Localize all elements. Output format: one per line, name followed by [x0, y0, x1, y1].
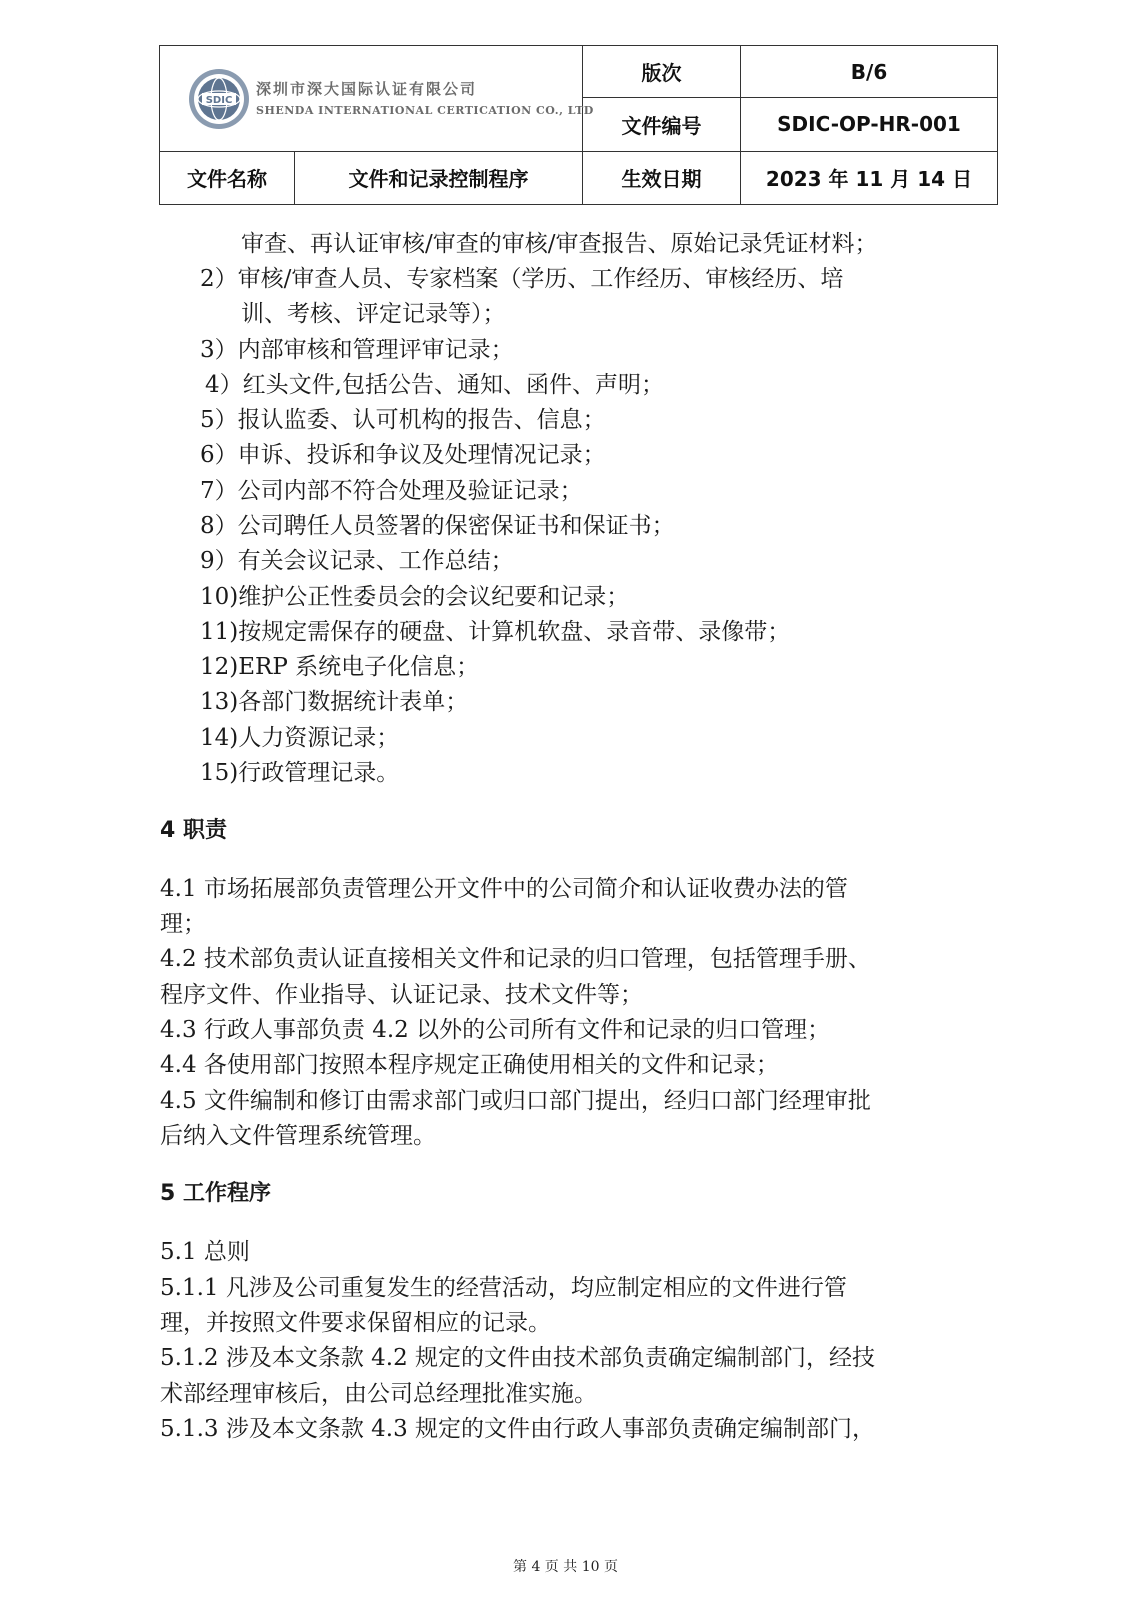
company-logo [188, 68, 594, 132]
list-item: 10)维护公正性委员会的会议纪要和记录； [200, 584, 630, 610]
company-logo-cell [160, 46, 594, 152]
list-item: 7）公司内部不符合处理及验证记录； [200, 478, 583, 504]
list-item: 3）内部审核和管理评审记录； [200, 337, 514, 363]
paragraph-line: 理，并按照文件要求保留相应的记录。 [160, 1310, 551, 1336]
list-item: 5）报认监委、认可机构的报告、信息； [200, 407, 606, 433]
paragraph-line: 后纳入文件管理系统管理。 [160, 1123, 436, 1149]
paragraph-line: 5.1.1 凡涉及公司重复发生的经营活动，均应制定相应的文件进行管 [160, 1275, 847, 1301]
svg-text:SDIC: SDIC [205, 95, 233, 106]
subsection-heading: 5.1 总则 [160, 1239, 250, 1265]
list-item: 11)按规定需保存的硬盘、计算机软盘、录音带、录像带； [200, 619, 791, 645]
paragraph-line: 4.2 技术部负责认证直接相关文件和记录的归口管理，包括管理手册、 [160, 946, 871, 972]
list-item: 13)各部门数据统计表单； [200, 689, 469, 715]
section-heading-5: 5 工作程序 [160, 1181, 271, 1206]
date-value: 2023 年 11 月 14 日 [741, 151, 998, 204]
date-label: 生效日期 [583, 151, 741, 204]
docname-label: 文件名称 [160, 151, 295, 204]
paragraph-line: 理； [160, 911, 206, 937]
paragraph-line: 4.5 文件编制和修订由需求部门或归口部门提出，经归口部门经理审批 [160, 1088, 871, 1114]
paragraph-line: 术部经理审核后，由公司总经理批准实施。 [160, 1381, 597, 1407]
docno-value: SDIC-OP-HR-001 [741, 98, 998, 151]
sdic-logo-icon [188, 68, 250, 130]
version-label: 版次 [583, 46, 741, 98]
list-item: 6）申诉、投诉和争议及处理情况记录； [200, 442, 606, 468]
paragraph-line: 5.1.3 涉及本文条款 4.3 规定的文件由行政人事部负责确定编制部门， [160, 1416, 876, 1442]
docname-value: 文件和记录控制程序 [295, 151, 583, 204]
paragraph-line: 程序文件、作业指导、认证记录、技术文件等； [160, 982, 643, 1008]
list-item: 9）有关会议记录、工作总结； [200, 548, 514, 574]
company-name-cn: 深圳市深大国际认证有限公司 [256, 80, 478, 98]
paragraph-line: 4.1 市场拓展部负责管理公开文件中的公司简介和认证收费办法的管 [160, 876, 848, 902]
docno-label: 文件编号 [583, 98, 741, 151]
list-item: 4）红头文件,包括公告、通知、函件、声明； [205, 372, 664, 398]
list-item: 8）公司聘任人员签署的保密保证书和保证书； [200, 513, 675, 539]
document-header-table [159, 45, 998, 205]
version-value: B/6 [741, 46, 998, 98]
list-item: 12)ERP 系统电子化信息； [200, 654, 480, 680]
list-item: 15)行政管理记录。 [200, 760, 400, 786]
list-item: 14)人力资源记录； [200, 725, 400, 751]
text-line: 审查、再认证审核/审查的审核/审查报告、原始记录凭证材料； [241, 231, 878, 257]
text-line: 训、考核、评定记录等）； [241, 301, 506, 327]
list-item: 2）审核/审查人员、专家档案（学历、工作经历、审核经历、培 [200, 266, 844, 292]
paragraph-line: 5.1.2 涉及本文条款 4.2 规定的文件由技术部负责确定编制部门，经技 [160, 1345, 876, 1371]
company-name-en: SHENDA INTERNATIONAL CERTICATION CO., LTD [256, 104, 594, 117]
paragraph-line: 4.3 行政人事部负责 4.2 以外的公司所有文件和记录的归口管理； [160, 1017, 831, 1043]
paragraph-line: 4.4 各使用部门按照本程序规定正确使用相关的文件和记录； [160, 1052, 779, 1078]
page-number-footer: 第 4 页 共 10 页 [513, 1559, 618, 1575]
section-heading-4: 4 职责 [160, 818, 227, 843]
